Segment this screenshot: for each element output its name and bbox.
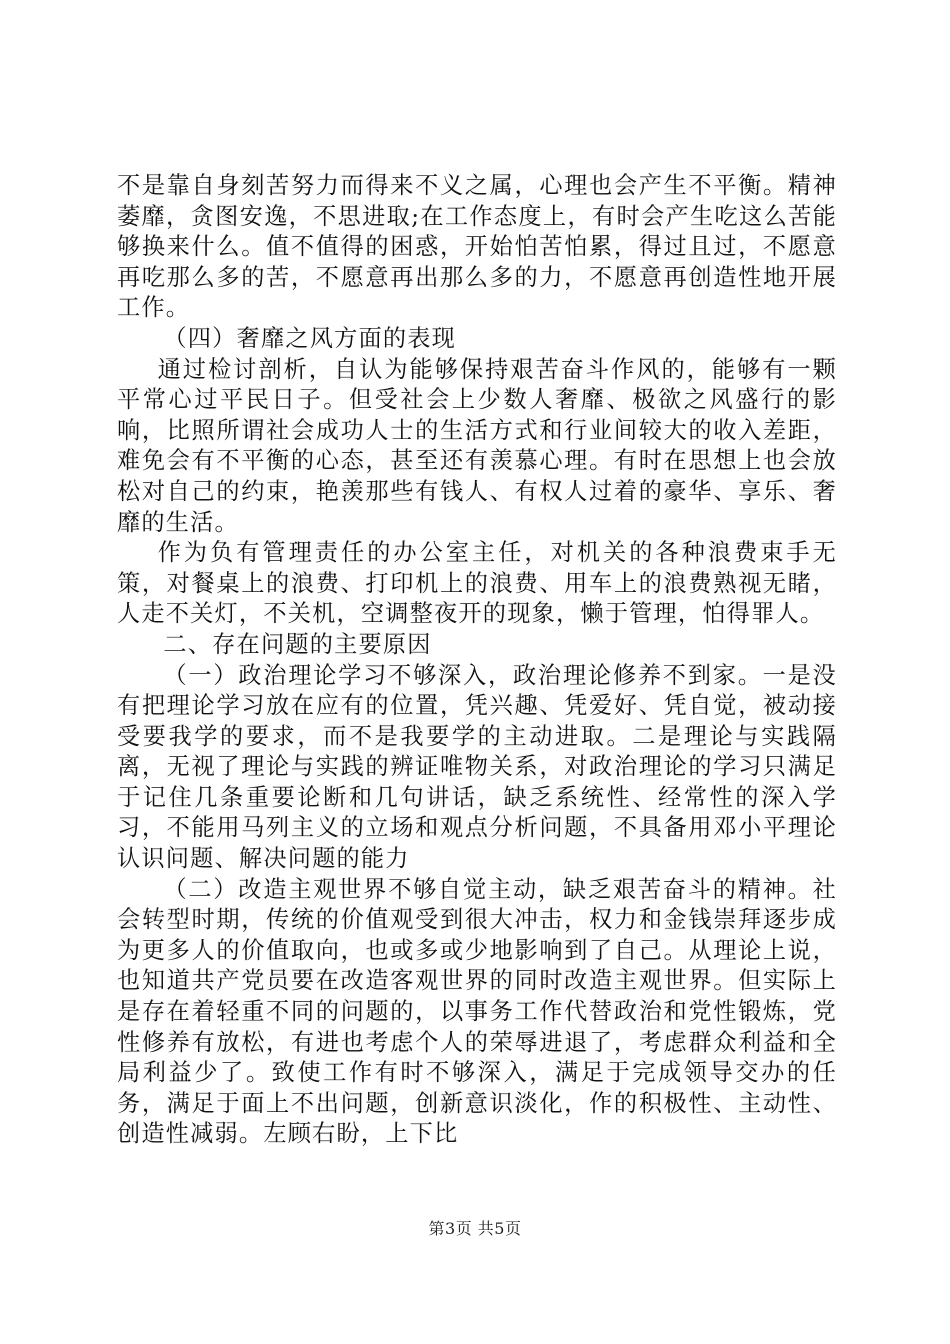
document-body xyxy=(117,171,837,1150)
paragraph: （二）改造主观世界不够自觉主动，缺乏艰苦奋斗的精神。社会转型时期，传统的价值观受到很大冲击，权力和金钱崇拜逐步成为更多人的价值取向，也或多或少地影响到了自己。从理论上说，也知道共产党员要在改造客观世界的同时改造主观世界。但实际上是存在着轻重不同的问题的，以事务工作代替政治和党性锻炼，党性修养有放松，有进也考虑个人的荣辱进退了，考虑群众利益和全局利益少了。致使工作有时不够深入，满足于完成领导交办的任务，满足于面上不出问题，创新意识淡化，作的积极性、主动性、创造性减弱。左顾右盼，上下比 xyxy=(117,875,837,1148)
paragraph: 作为负有管理责任的办公室主任，对机关的各种浪费束手无策，对餐桌上的浪费、打印机上的浪费、用车上的浪费熟视无睹，人走不关灯，不关机，空调整夜开的现象，懒于管理，怕得罪人。 xyxy=(117,539,837,628)
page-number-footer: 第3页 共5页 xyxy=(428,1219,522,1238)
section-heading: 二、存在问题的主要原因 xyxy=(163,630,432,658)
section-heading: （四）奢靡之风方面的表现 xyxy=(163,324,457,352)
paragraph: （一）政治理论学习不够深入，政治理论修养不到家。一是没有把理论学习放在应有的位置，凭兴趣、凭爱好、凭自觉，被动接受要我学的要求，而不是我要学的主动进取。二是理论与实践隔离，无视了理论与实践的辨证唯物关系，对政治理论的学习只满足于记住几条重要论断和几句讲话，缺乏系统性、经常性的深入学习，不能用马列主义的立场和观点分析问题，不具备用邓小平理论认识问题、解决问题的能力 xyxy=(117,661,837,873)
paragraph: 不是靠自身刻苦努力而得来不义之属，心理也会产生不平衡。精神萎靡，贪图安逸，不思进取;在工作态度上，有时会产生吃这么苦能够换来什么。值不值得的困惑，开始怕苦怕累，得过且过，不愿意再吃那么多的苦，不愿意再出那么多的力，不愿意再创造性地开展工作。 xyxy=(117,172,837,322)
paragraph: 通过检讨剖析，自认为能够保持艰苦奋斗作风的，能够有一颗平常心过平民日子。但受社会上少数人奢靡、极欲之风盛行的影响，比照所谓社会成功人士的生活方式和行业间较大的收入差距，难免会有不平衡的心态，甚至还有羡慕心理。有时在思想上也会放松对自己的约束，艳羡那些有钱人、有权人过着的豪华、享乐、奢靡的生活。 xyxy=(117,355,837,536)
